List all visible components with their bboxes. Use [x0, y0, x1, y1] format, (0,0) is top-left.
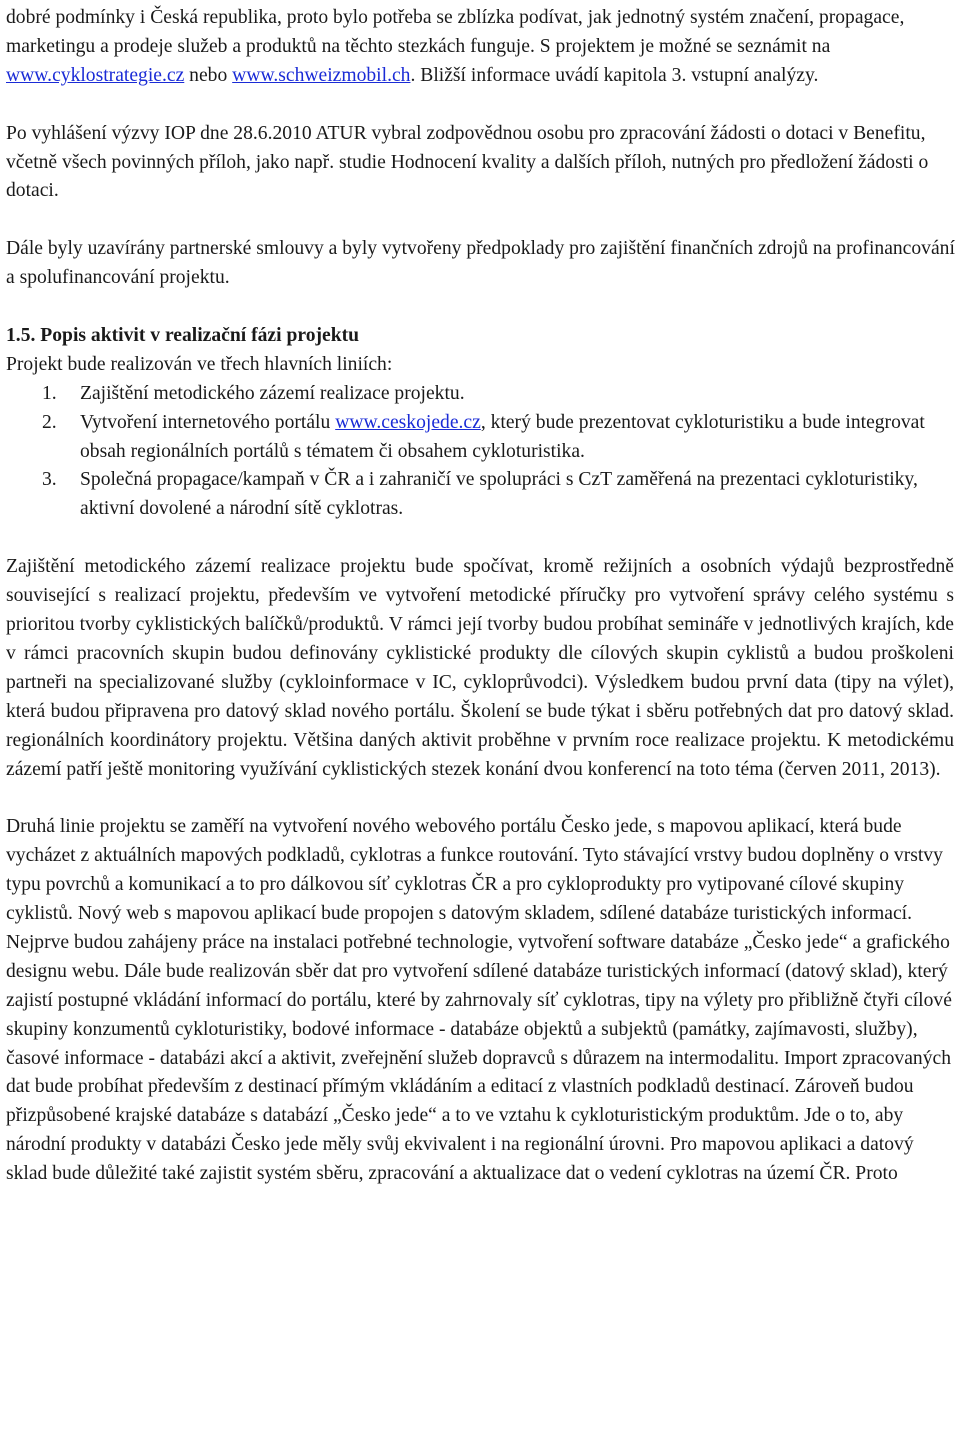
- list-item-number: 3.: [42, 469, 57, 491]
- paragraph-intro-text-end: . Bližší informace uvádí kapitola 3. vstupní analýzy.: [410, 64, 819, 86]
- paragraph-partnerships: Dále byly uzavírány partnerské smlouvy a byly vytvořeny předpoklady pro zajištění finančních zdrojů na profinancování a spolufinancování projektu.: [6, 238, 955, 289]
- list-item: [6, 409, 956, 467]
- list-item-text: Vytvoření internetového portálu: [80, 411, 336, 433]
- link-cyklostrategie[interactable]: www.cyklostrategie.cz: [6, 64, 185, 86]
- list-item-number: 1.: [42, 382, 57, 404]
- list-item: [6, 466, 956, 524]
- paragraph-methodology: Zajištění metodického zázemí realizace projektu bude spočívat, kromě režijních a osobních výdajů bezprostředně související s realizací projektu, především ve vytvoření metodické příručky pro vytvoření správy celého systému s prioritou tvorby cyklistických balíčků/produktů. V rámci její tvorby budou probíhat semináře v jednotlivých krajích, kde v rámci pracovních skupin budou definovány cyklistické produkty dle cílových skupin cyklistů a budou proškoleni partneři na specializované služby (cykloinformace v IC, cykloprůvodci). Výsledkem budou první data (tipy na výlet), která budou připravena pro datový sklad nového portálu. Školení se bude týkat i sběru potřebných dat pro datový sklad. regionálních koordinátory projektu. Většina daných aktivit proběhne v prvním roce realizace projektu. K metodickému zázemí patří ještě monitoring využívání cyklistických stezek konání dvou konferencí na toto téma (červen 2011, 2013).: [6, 556, 954, 780]
- paragraph-intro-text-or: nebo: [184, 64, 233, 86]
- link-ceskojede[interactable]: www.ceskojede.cz: [335, 411, 481, 433]
- section-heading: [6, 322, 956, 351]
- list-item-text: Zajištění metodického zázemí realizace projektu.: [80, 382, 465, 404]
- activity-list: [6, 380, 956, 525]
- paragraph-portal: Druhá linie projektu se zaměří na vytvoření nového webového portálu Česko jede, s mapovou aplikací, která bude vycházet z aktuálních mapových podkladů, cyklotras a funkce routování. Tyto stávající vrstvy budou doplněny o vrstvy typu povrchů a komunikací a to pro dálkovou síť cyklotras ČR a pro cykloprodukty pro vytipované cílové skupiny cyklistů. Nový web s mapovou aplikací bude propojen s datovým skladem, sdílené databáze turistických informací. Nejprve budou zahájeny práce na instalaci potřebné technologie, vytvoření software databáze „Česko jede“ a grafického designu webu. Dále bude realizován sběr dat pro vytvoření sdílené databáze turistických informací (datový sklad), který zajistí postupné vkládání informací do portálu, které by zahrnovaly síť cyklotras, tipy na výlety pro přibližně čtyři cílové skupiny konzumentů cykloturistiky, bodové informace - databáze objektů a subjektů (památky, zajímavosti, služby), časové informace - databázi akcí a aktivit, zveřejnění služeb dopravců s důrazem na intermodalitu. Import zpracovaných dat bude probíhat především z destinací přímým vkládáním a editací z vlastních podkladů destinací. Zároveň budou přizpůsobené krajské databáze s databází „Česko jede“ a to ve vztahu k cykloturistickým produktům. Jde o to, aby národní produkty v databázi Česko jede měly svůj ekvivalent i na regionální úrovni. Pro mapovou aplikaci a datový sklad bude důležité také zajistit systém sběru, zpracování a aktualizace dat o vedení cyklotras na území ČR. Proto: [6, 816, 952, 1185]
- document-page: [6, 4, 956, 1189]
- link-schweizmobil[interactable]: www.schweizmobil.ch: [232, 64, 411, 86]
- section-title: Popis aktivit v realizační fázi projektu: [40, 324, 360, 346]
- section-number: 1.5.: [6, 324, 36, 346]
- section-intro: Projekt bude realizován ve třech hlavních liniích:: [6, 353, 393, 375]
- list-item-number: 2.: [42, 411, 57, 433]
- list-item-text: Společná propagace/kampaň v ČR a i zahraničí ve spolupráci s CzT zaměřená na prezentaci cykloturistiky, aktivní dovolené a národní sítě cyklotras.: [80, 469, 918, 520]
- paragraph-iop-call: Po vyhlášení výzvy IOP dne 28.6.2010 ATUR vybral zodpovědnou osobu pro zpracování žádosti o dotaci v Benefitu, včetně všech povinných příloh, jako např. studie Hodnocení kvality a dalších příloh, nutných pro předložení žádosti o dotaci.: [6, 122, 929, 202]
- paragraph-intro-text: dobré podmínky i Česká republika, proto bylo potřeba se zblízka podívat, jak jednotný systém značení, propagace, marketingu a prodeje služeb a produktů na těchto stezkách funguje. S projektem je možné se seznámit na: [6, 7, 905, 57]
- list-item-text-rest: , který bude prezentovat cykloturistiku a bude integrovat obsah regionálních portálů s tématem či obsahem cykloturistika.: [80, 411, 925, 462]
- paragraph-intro: [6, 4, 956, 91]
- list-item: [6, 380, 956, 409]
